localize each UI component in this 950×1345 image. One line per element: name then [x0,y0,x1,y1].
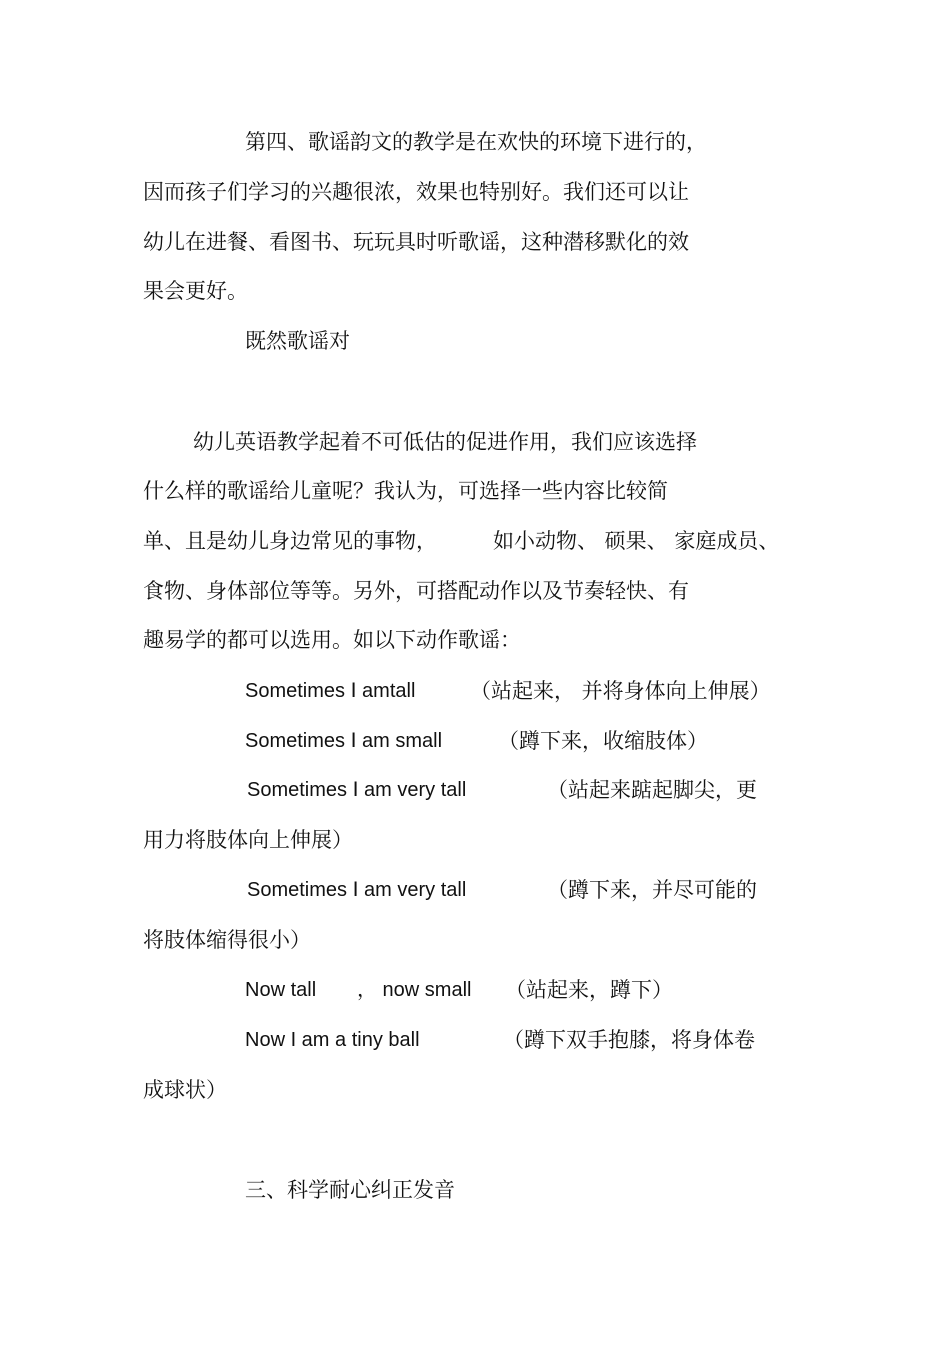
song-line-2-english: Sometimes Ⅰ am small [245,730,443,752]
song-line-5-action: （站起来，蹲下） [505,978,673,1002]
para4-line1: 第四、歌谣韵文的教学是在欢快的环境下进行的， [245,130,707,154]
para5-line3a: 单、且是幼儿身边常见的事物， [143,529,437,553]
song-line-5-english-a: Now tall [245,979,317,1001]
song-line-6-english: Now I am a tiny ball [245,1029,420,1051]
song-line-3-english: Sometimes Ⅰ am very tall [247,779,467,801]
song-line-1-action: （站起来， 并将身体向上伸展） [470,679,771,703]
section-heading: 三、科学耐心纠正发音 [245,1178,455,1202]
song-line-1-english: Sometimes Ⅰ amtall [245,680,416,702]
song-line-4-continued: 将肢体缩得很小） [143,928,311,952]
song-line-5-english-b: ， now small [357,979,472,1001]
para5-line1: 幼儿英语教学起着不可低估的促进作用，我们应该选择 [193,430,697,454]
song-line-4-english: Sometimes Ⅰ am very tall [247,879,467,901]
para4-line3: 幼儿在进餐、看图书、玩玩具时听歌谣，这种潜移默化的效 [143,230,689,254]
fragment-line: 既然歌谣对 [245,329,350,353]
song-line-6-continued: 成球状） [143,1078,227,1102]
song-line-6-action: （蹲下双手抱膝，将身体卷 [503,1028,755,1052]
song-line-4-action: （蹲下来，并尽可能的 [547,878,757,902]
para4-line4: 果会更好。 [143,279,248,303]
para4-line2: 因而孩子们学习的兴趣很浓，效果也特别好。我们还可以让 [143,180,689,204]
song-line-3-action: （站起来踮起脚尖，更 [547,778,757,802]
para5-line2: 什么样的歌谣给儿童呢？我认为，可选择一些内容比较简 [143,479,668,503]
para5-line4: 食物、身体部位等等。另外，可搭配动作以及节奏轻快、有 [143,579,689,603]
song-line-3-continued: 用力将肢体向上伸展） [143,828,353,852]
song-line-2-action: （蹲下来，收缩肢体） [498,729,708,753]
para5-line3b: 如小动物、 硕果、 家庭成员、 [493,529,780,553]
para5-line5: 趣易学的都可以选用。如以下动作歌谣： [143,628,521,652]
